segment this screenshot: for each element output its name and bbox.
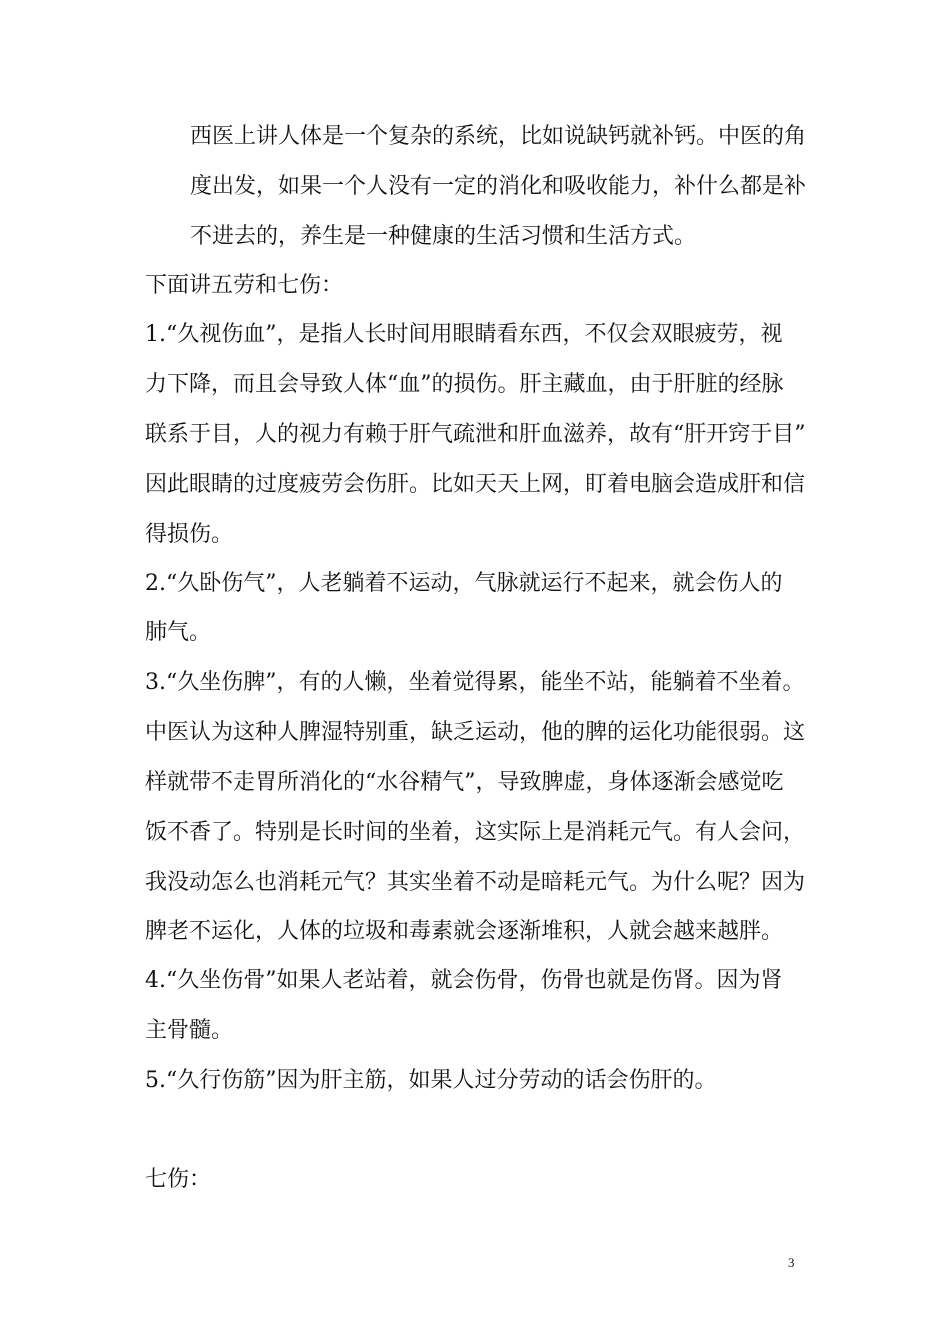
item4-line-1: 4.“久坐伤骨”如果人老站着，就会伤骨，伤骨也就是伤肾。因为肾 [145, 968, 783, 993]
item4-line-2: 主骨髓。 [145, 1018, 234, 1043]
intro-line-1: 西医上讲人体是一个复杂的系统，比如说缺钙就补钙。中医的角 [190, 124, 807, 149]
item3-line-5: 我没动怎么也消耗元气？其实坐着不动是暗耗元气。为什么呢？因为 [145, 870, 806, 895]
item1-line-1: 1.“久视伤血”，是指人长时间用眼睛看东西，不仅会双眼疲劳，视 [145, 322, 783, 347]
intro-line-2: 度出发，如果一个人没有一定的消化和吸收能力，补什么都是补 [190, 174, 807, 199]
item5-line-1: 5.“久行伤筋”因为肝主筋，如果人过分劳动的话会伤肝的。 [145, 1068, 717, 1093]
item1-line-4: 因此眼睛的过度疲劳会伤肝。比如天天上网，盯着电脑会造成肝和信 [145, 472, 806, 497]
item2-line-1: 2.“久卧伤气”，人老躺着不运动，气脉就运行不起来，就会伤人的 [145, 571, 783, 596]
item3-line-2: 中医认为这种人脾湿特别重，缺乏运动，他的脾的运化功能很弱。这 [145, 720, 806, 745]
intro-line-3: 不进去的，养生是一种健康的生活习惯和生活方式。 [190, 224, 697, 249]
item3-line-4: 饭不香了。特别是长时间的坐着，这实际上是消耗元气。有人会问， [145, 820, 806, 845]
item1-line-3: 联系于目，人的视力有赖于肝气疏泄和肝血滋养，故有“肝开窍于目” [145, 422, 806, 447]
item2-line-2: 肺气。 [145, 620, 212, 645]
item3-line-3: 样就带不走胃所消化的“水谷精气”，导致脾虚，身体逐渐会感觉吃 [145, 770, 784, 795]
seven-injuries-heading: 七伤： [145, 1167, 212, 1192]
item3-line-1: 3.“久坐伤脾”，有的人懒，坐着觉得累，能坐不站，能躺着不坐着。 [145, 670, 805, 695]
page-number: 3 [788, 1255, 795, 1270]
section-heading: 下面讲五劳和七伤： [145, 273, 344, 298]
item1-line-5: 得损伤。 [145, 522, 234, 547]
item1-line-2: 力下降，而且会导致人体“血”的损伤。肝主藏血，由于肝脏的经脉 [145, 372, 784, 397]
item3-line-6: 脾老不运化，人体的垃圾和毒素就会逐渐堆积，人就会越来越胖。 [145, 919, 784, 944]
